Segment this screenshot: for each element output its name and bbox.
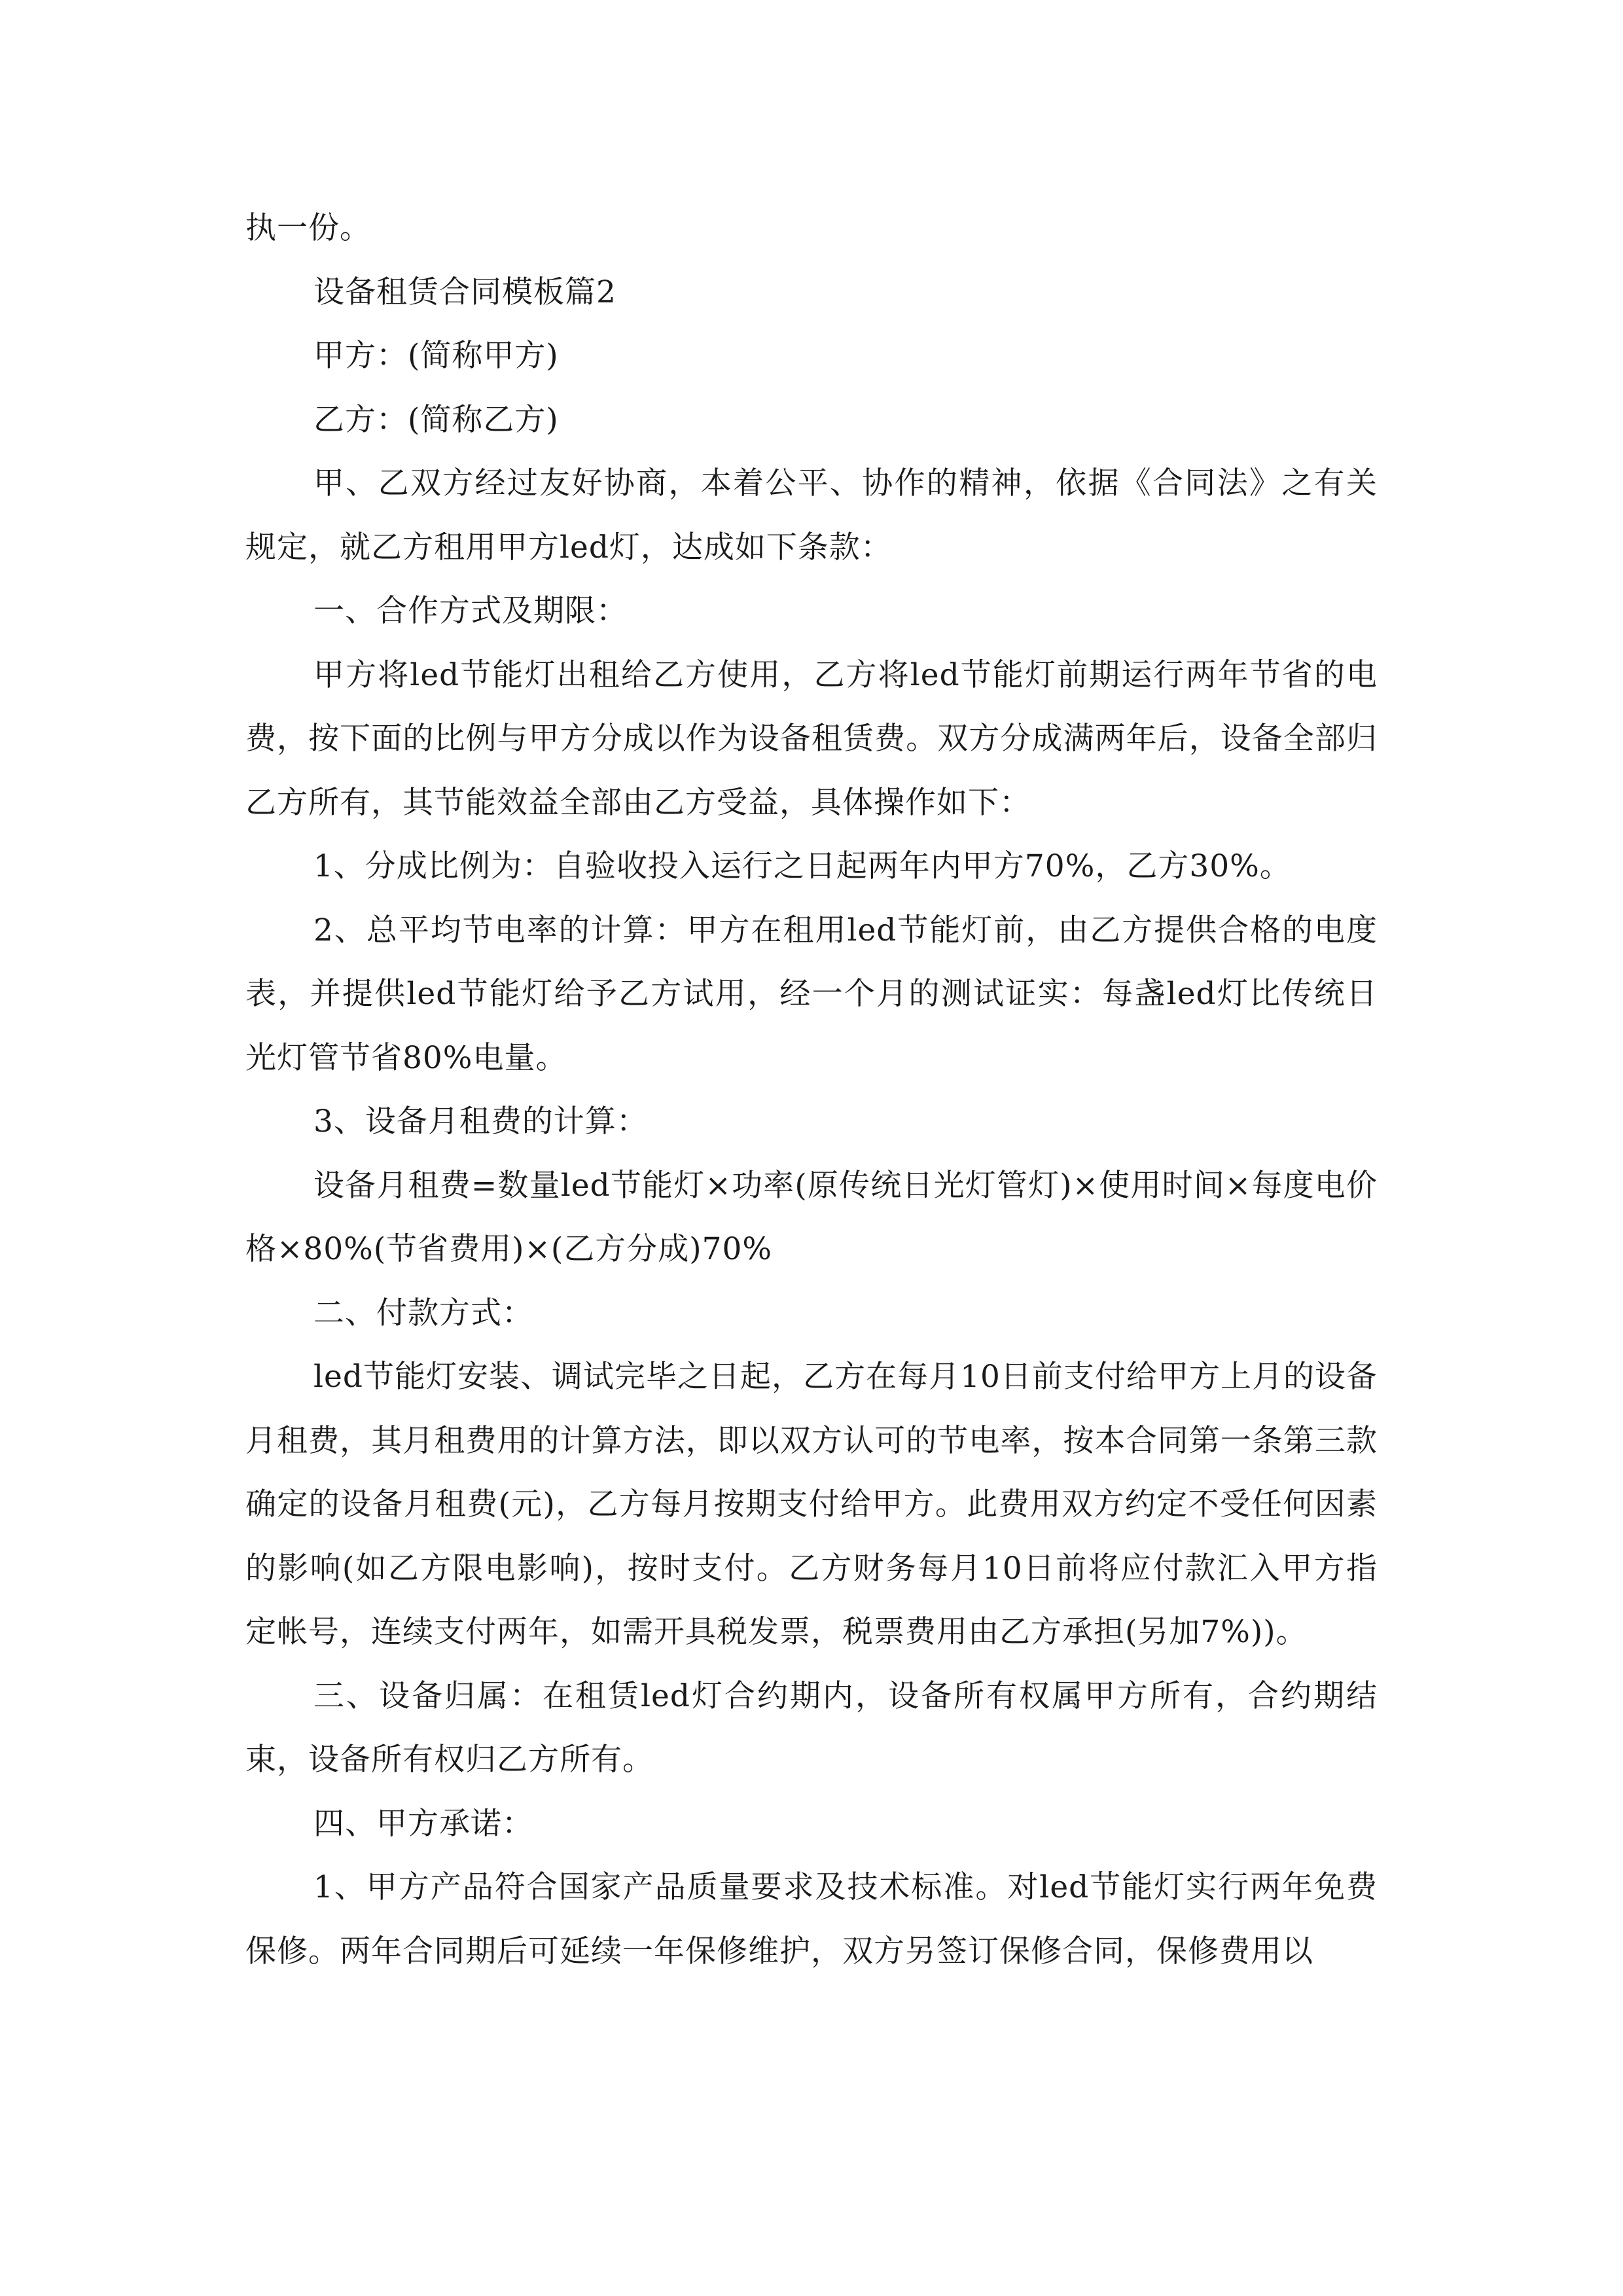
paragraph: 甲方将led节能灯出租给乙方使用，乙方将led节能灯前期运行两年节省的电费，按下面的比例与甲方分成以作为设备租赁费。双方分成满两年后，设备全部归乙方所有，其节能效益全部由乙方受益，具体操作如下：: [245, 656, 1378, 821]
document-body: [245, 196, 1378, 1983]
party-a-line: 甲方：(简称甲方): [313, 338, 559, 374]
clause-heading: 一、合作方式及期限：: [313, 593, 628, 629]
paragraph: 3、设备月租费的计算：: [313, 1103, 648, 1139]
paragraph: 执一份。: [245, 210, 371, 246]
clause-heading: 二、付款方式：: [313, 1295, 533, 1331]
paragraph: 2、总平均节电率的计算：甲方在租用led节能灯前，由乙方提供合格的电度表，并提供led节能灯给予乙方试用，经一个月的测试证实：每盏led灯比传统日光灯管节省80%电量。: [245, 912, 1378, 1076]
party-b-line: 乙方：(简称乙方): [313, 401, 559, 438]
paragraph: 甲、乙双方经过友好协商，本着公平、协作的精神，依据《合同法》之有关规定，就乙方租用甲方led灯，达成如下条款：: [245, 465, 1378, 565]
section-heading: 设备租赁合同模板篇2: [313, 274, 616, 310]
paragraph: 1、分成比例为：自验收投入运行之日起两年内甲方70%，乙方30%。: [313, 848, 1291, 884]
paragraph: led节能灯安装、调试完毕之日起，乙方在每月10日前支付给甲方上月的设备月租费，其月租费用的计算方法，即以双方认可的节电率，按本合同第一条第三款确定的设备月租费(元)，乙方每月按期支付给甲方。此费用双方约定不受任何因素的影响(如乙方限电影响)，按时支付。乙方财务每月10日前将应付款汇入甲方指定帐号，连续支付两年，如需开具税发票，税票费用由乙方承担(另加7%))。: [245, 1359, 1378, 1650]
paragraph: 设备月租费=数量led节能灯×功率(原传统日光灯管灯)×使用时间×每度电价格×80%(节省费用)×(乙方分成)70%: [245, 1167, 1378, 1267]
paragraph: 1、甲方产品符合国家产品质量要求及技术标准。对led节能灯实行两年免费保修。两年合同期后可延续一年保修维护，双方另签订保修合同，保修费用以: [245, 1869, 1378, 1969]
paragraph: 三、设备归属：在租赁led灯合约期内，设备所有权属甲方所有，合约期结束，设备所有权归乙方所有。: [245, 1677, 1378, 1778]
clause-heading: 四、甲方承诺：: [313, 1805, 533, 1842]
